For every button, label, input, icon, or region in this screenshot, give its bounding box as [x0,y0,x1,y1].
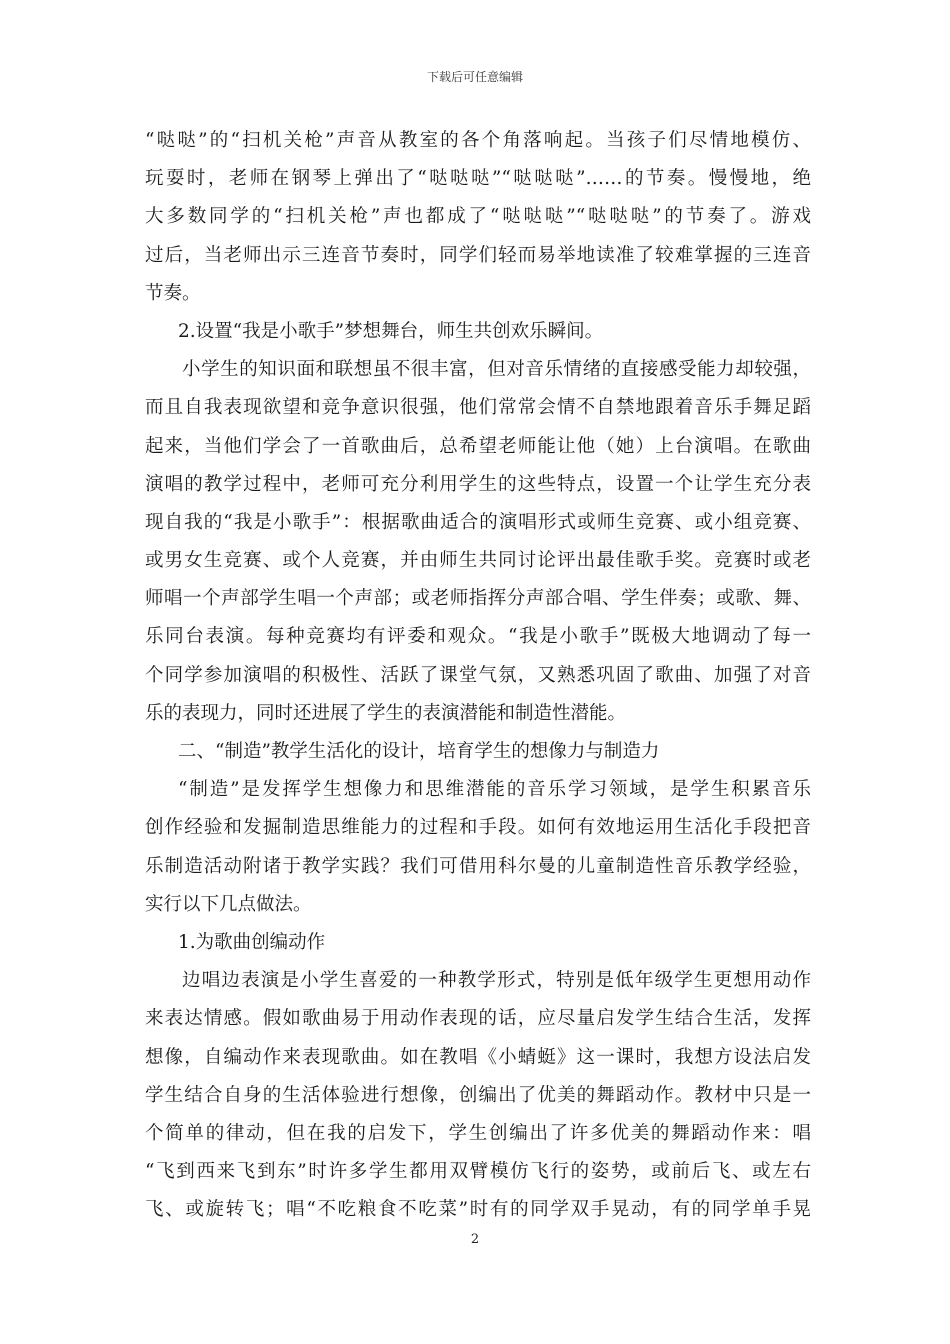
text-line: 而且自我表现欲望和竞争意识很强，他们常常会情不自禁地跟着音乐手舞足蹈 [145,397,811,419]
text-line: 创作经验和发掘制造思维能力的过程和手段。如何有效地运用生活化手段把音 [145,817,811,839]
text-line: 节奏。 [145,282,201,304]
subheading: 2.设置“我是小歌手”梦想舞台，师生共创欢乐瞬间。 [178,320,604,342]
text-line: 个简单的律动，但在我的启发下，学生创编出了许多优美的舞蹈动作来：唱 [145,1122,811,1144]
text-line: 飞、或旋转飞；唱“不吃粮食不吃菜”时有的同学双手晃动，有的同学单手晃 [145,1199,811,1221]
text-line: 来表达情感。假如歌曲易于用动作表现的话，应尽量启发学生结合生活，发挥 [145,1008,811,1030]
text-line: 边唱边表演是小学生喜爱的一种教学形式，特别是低年级学生更想用动作 [182,970,811,992]
text-line: 过后，当老师出示三连音节奏时，同学们轻而易举地读准了较难掌握的三连音 [145,244,811,266]
text-line: 乐的表现力，同时还进展了学生的表演潜能和制造性潜能。 [145,702,627,724]
subheading: 1.为歌曲创编动作 [178,931,326,953]
text-line: “哒哒”的“扫机关枪”声音从教室的各个角落响起。当孩子们尽情地模仿、 [145,130,811,151]
text-line: 乐同台表演。每种竞赛均有评委和观众。“我是小歌手”既极大地调动了每一 [145,626,811,648]
page-header: 下载后可任意编辑 [426,70,523,84]
text-line: 师唱一个声部学生唱一个声部；或老师指挥分声部合唱、学生伴奏；或歌、舞、 [145,588,811,610]
text-line: 现自我的“我是小歌手”：根据歌曲适合的演唱形式或师生竞赛、或小组竞赛、 [145,511,811,533]
text-line: “飞到西来飞到东”时许多学生都用双臂模仿飞行的姿势，或前后飞、或左右 [145,1161,811,1183]
document-body [145,122,811,1229]
section-heading: 二、“制造”教学生活化的设计，培育学生的想像力与制造力 [178,741,660,762]
text-line: 或男女生竞赛、或个人竞赛，并由师生共同讨论评出最佳歌手奖。竞赛时或老 [145,550,811,572]
text-line: 想像，自编动作来表现歌曲。如在教唱《小蜻蜓》这一课时，我想方设法启发 [145,1046,811,1068]
text-line: 大多数同学的“扫机关枪”声也都成了“哒哒哒”“哒哒哒”的节奏了。游戏 [145,206,811,228]
text-line: 实行以下几点做法。 [145,893,312,915]
text-line: 乐制造活动附诸于教学实践？我们可借用科尔曼的儿童制造性音乐教学经验， [145,855,811,877]
text-line: 学生结合自身的生活体验进行想像，创编出了优美的舞蹈动作。教材中只是一 [145,1084,811,1106]
text-line: 演唱的教学过程中，老师可充分利用学生的这些特点，设置一个让学生充分表 [145,473,811,495]
text-line: 玩耍时，老师在钢琴上弹出了“哒哒哒”“哒哒哒”……的节奏。慢慢地，绝 [145,168,811,190]
text-line: 小学生的知识面和联想虽不很丰富，但对音乐情绪的直接感受能力却较强， [182,359,811,381]
page-number: 2 [470,1232,480,1247]
text-line: 起来，当他们学会了一首歌曲后，总希望老师能让他（她）上台演唱。在歌曲 [145,435,811,457]
text-line: “制造”是发挥学生想像力和思维潜能的音乐学习领域，是学生积累音乐 [178,779,811,801]
text-line: 个同学参加演唱的积极性、活跃了课堂气氛，又熟悉巩固了歌曲、加强了对音 [145,664,811,686]
